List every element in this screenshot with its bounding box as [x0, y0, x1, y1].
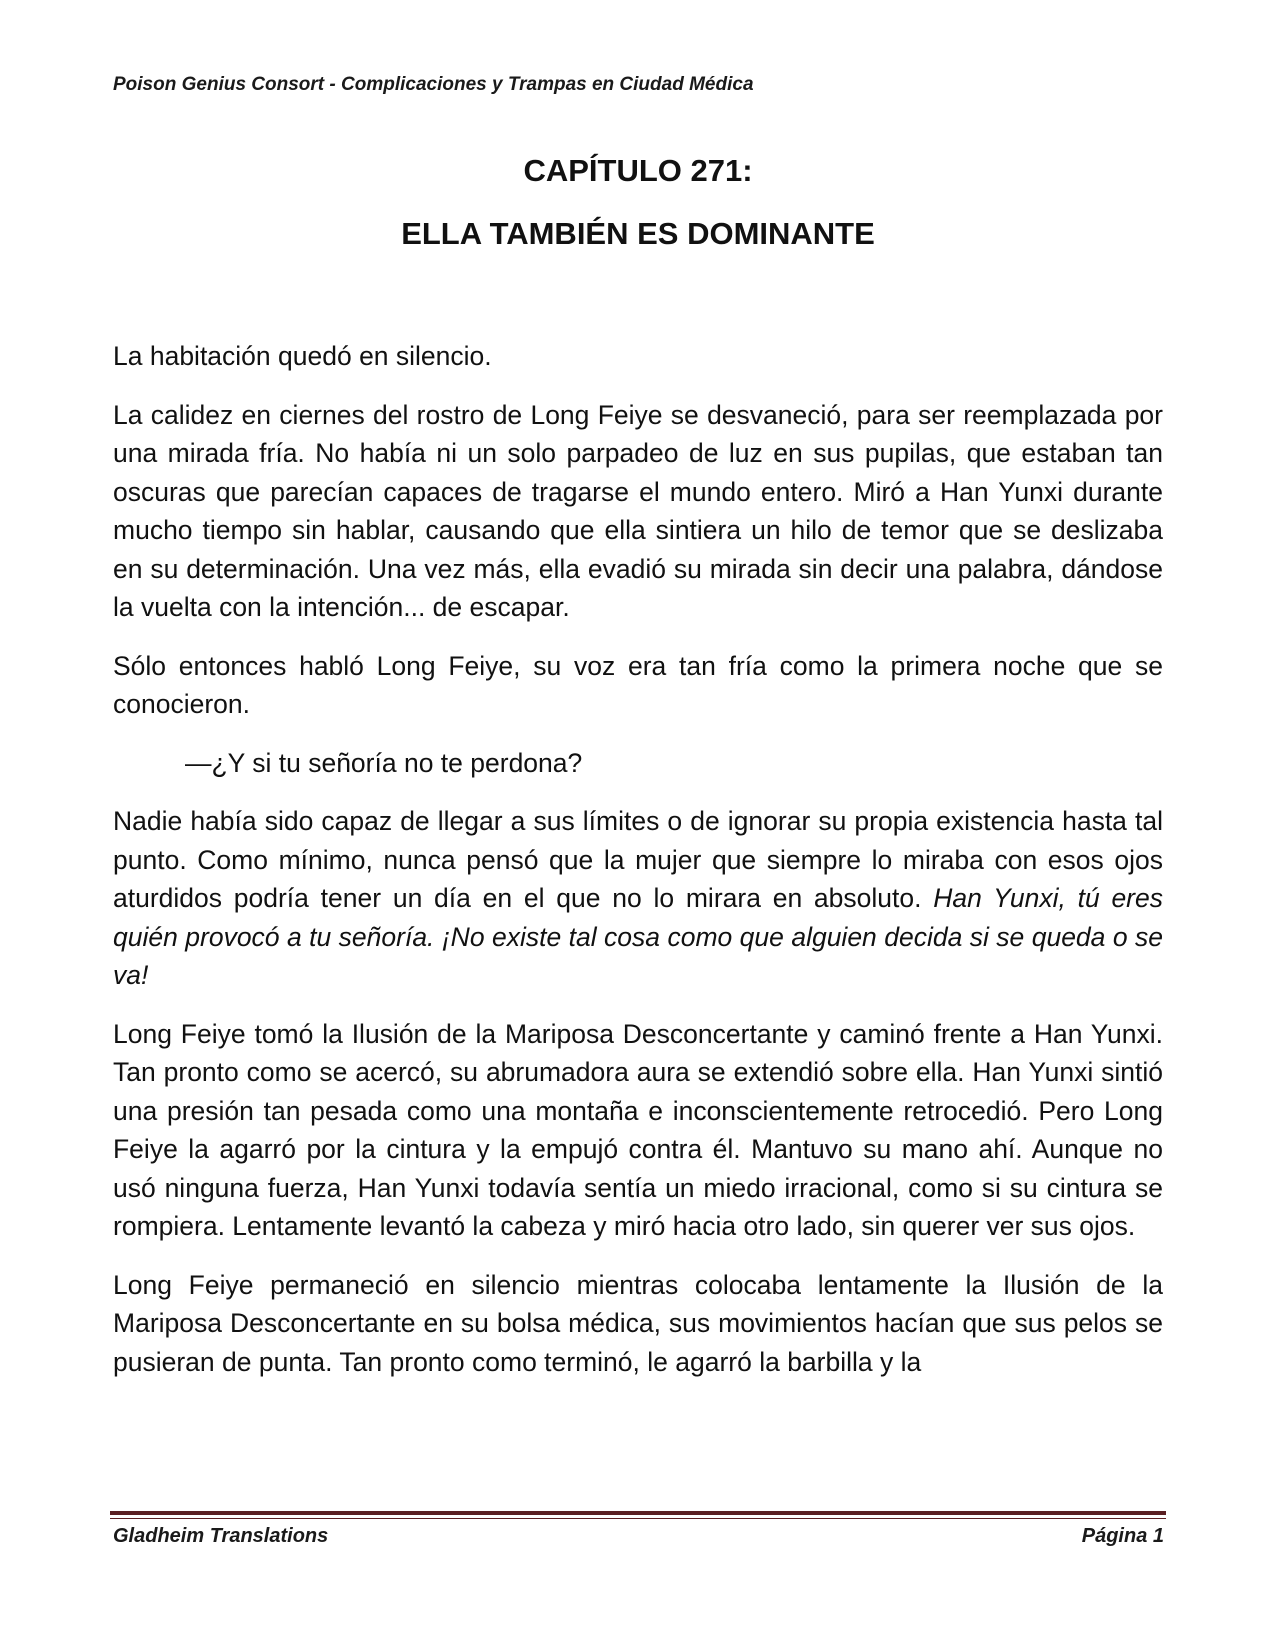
- paragraph: Long Feiye permaneció en silencio mientras colocaba lentamente la Ilusión de la Mariposa Desconcertante en su bolsa médica, sus movimientos hacían que sus pelos se pusieran de punta. Tan pronto como terminó, le agarró la barbilla y la: [113, 1269, 1163, 1377]
- footer-rule-thin: [110, 1518, 1166, 1519]
- paragraph: Sólo entonces habló Long Feiye, su voz era tan fría como la primera noche que se conocieron.: [113, 650, 1163, 719]
- chapter-title: ELLA TAMBIÉN ES DOMINANTE: [401, 216, 875, 251]
- footer-publisher: Gladheim Translations: [113, 1525, 329, 1547]
- footer-rule: [110, 1511, 1166, 1515]
- chapter-number: CAPÍTULO 271:: [523, 153, 753, 188]
- paragraph-text: Nadie había sido capaz de llegar a sus límites o de ignorar su propia existencia hasta tal punto. Como mínimo, nunca pensó que la mujer que siempre lo miraba con esos ojos aturdidos podría tener un día en el que no lo mirara en absoluto.: [113, 806, 1163, 913]
- italic-thought: Han Yunxi, tú eres quién provocó a tu señoría. ¡No existe tal cosa como que alguien decida si se queda o se va!: [113, 883, 1163, 990]
- running-header: Poison Genius Consort - Complicaciones y Trampas en Ciudad Médica: [113, 74, 754, 95]
- page-number: Página 1: [1081, 1525, 1164, 1547]
- paragraph: Long Feiye tomó la Ilusión de la Mariposa Desconcertante y caminó frente a Han Yunxi. Tan pronto como se acercó, su abrumadora aura se extendió sobre ella. Han Yunxi sintió una presión tan pesada como una montaña e inconscientemente retrocedió. Pero Long Feiye la agarró por la cintura y la empujó contra él. Mantuvo su mano ahí. Aunque no usó ninguna fuerza, Han Yunxi todavía sentía un miedo irracional, como si su cintura se rompiera. Lentamente levantó la cabeza y miró hacia otro lado, sin querer ver sus ojos.: [113, 1018, 1163, 1241]
- paragraph: La calidez en ciernes del rostro de Long Feiye se desvaneció, para ser reemplazada por una mirada fría. No había ni un solo parpadeo de luz en sus pupilas, que estaban tan oscuras que parecían capaces de tragarse el mundo entero. Miró a Han Yunxi durante mucho tiempo sin hablar, causando que ella sintiera un hilo de temor que se deslizaba en su determinación. Una vez más, ella evadió su mirada sin decir una palabra, dándose la vuelta con la intención... de escapar.: [113, 399, 1163, 622]
- dialogue-line: —¿Y si tu señoría no te perdona?: [185, 747, 583, 778]
- paragraph: [113, 802, 1163, 995]
- chapter-body: [113, 337, 1163, 1401]
- paragraph: La habitación quedó en silencio.: [113, 341, 492, 371]
